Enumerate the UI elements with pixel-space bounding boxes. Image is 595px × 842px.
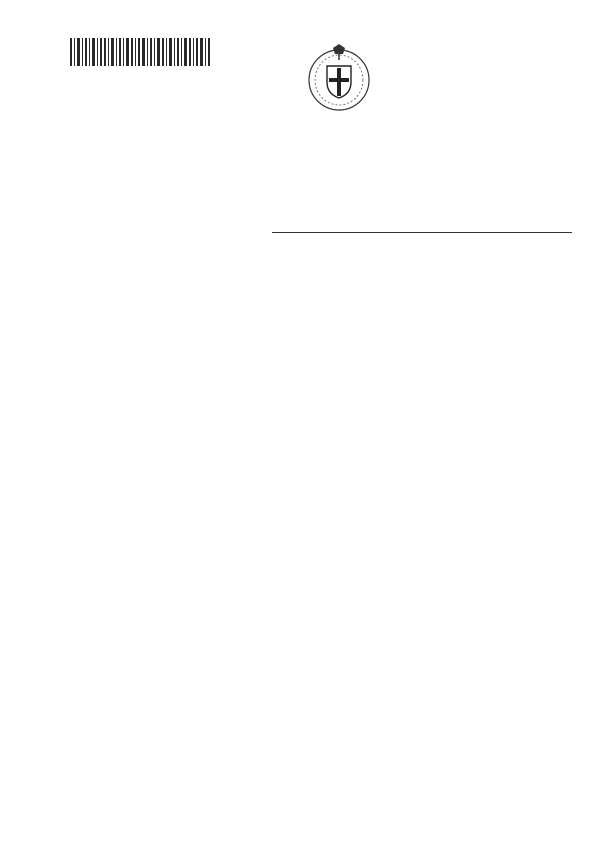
- coat-of-arms-emblem: [305, 42, 373, 112]
- gazette-masthead: [100, 120, 500, 225]
- left-column: [78, 262, 340, 782]
- page-reference-number: [500, 60, 570, 72]
- issue-header: [270, 218, 590, 258]
- barcode-graphic: [70, 38, 210, 66]
- header-rule: [272, 232, 572, 233]
- barcode-number: [70, 69, 220, 81]
- right-column: [346, 288, 546, 768]
